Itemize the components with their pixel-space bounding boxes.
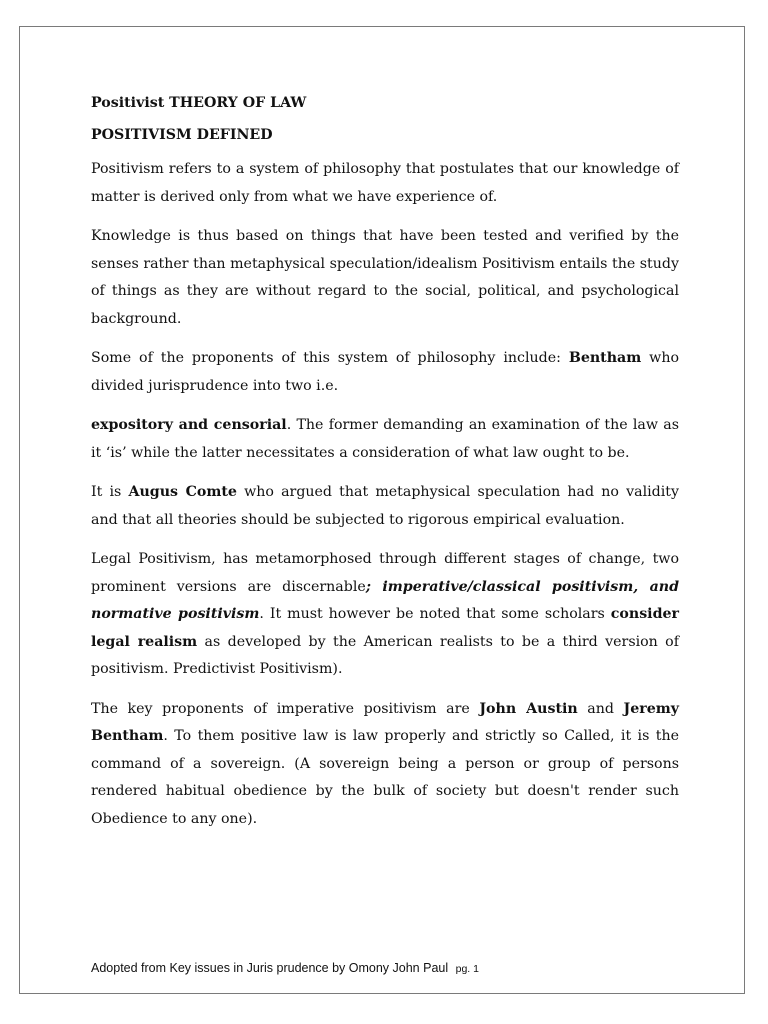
- paragraph-text: Positivism refers to a system of philosophy that postulates that our knowledge of matter is derived only from what we have experience of.: [91, 161, 679, 205]
- paragraph-text: and: [577, 700, 624, 717]
- body-paragraph: [91, 345, 679, 400]
- emphasized-text: ; imperative/classical positivism, and normative positivism: [91, 578, 679, 622]
- paragraph-list: [91, 156, 679, 833]
- page-footer: [91, 961, 479, 975]
- paragraph-text: The key proponents of imperative positivism are: [91, 700, 480, 717]
- paragraph-text: Some of the proponents of this system of philosophy include:: [91, 350, 569, 366]
- footer-citation: Adopted from Key issues in Juris prudence by Omony John Paul: [91, 961, 449, 975]
- body-paragraph: [91, 223, 679, 333]
- page-number: pg. 1: [455, 963, 479, 975]
- paragraph-text: Knowledge is thus based on things that have been tested and verified by the senses rather than metaphysical speculation/idealism Positivism entails the study of things as they are without regard to the social, political, and psychological background.: [91, 228, 679, 327]
- section-heading: POSITIVISM DEFINED: [91, 127, 273, 143]
- paragraph-text: . The former demanding an examination of the law as it ‘is’ while the latter necessitates a consideration of what law ought to be.: [91, 417, 680, 461]
- paragraph-text: It is: [91, 484, 129, 500]
- emphasized-text: Bentham: [568, 350, 642, 366]
- body-paragraph: [91, 546, 679, 684]
- paragraph-text: who argued that metaphysical speculation had no validity and that all theories should be subjected to rigorous empirical evaluation.: [91, 484, 679, 528]
- emphasized-text: expository and censorial: [91, 417, 287, 433]
- emphasized-text: Augus Comte: [128, 484, 237, 500]
- document-page: [19, 26, 745, 994]
- document-title: Positivist THEORY OF LAW: [91, 95, 307, 111]
- body-paragraph: [91, 696, 679, 834]
- paragraph-text: who divided jurisprudence into two i.e.: [91, 350, 679, 394]
- emphasized-text: consider legal realism: [91, 606, 679, 650]
- emphasized-text: John Austin: [479, 700, 578, 717]
- emphasized-text: Jeremy Bentham: [91, 700, 679, 744]
- body-paragraph: [91, 412, 679, 467]
- paragraph-text: . To them positive law is law properly and strictly so Called, it is the command of a sovereign. (A sovereign being a person or group of persons rendered habitual obedience by the bulk of society but doesn't render such Obedience to any one).: [91, 728, 679, 827]
- body-paragraph: [91, 156, 679, 211]
- document-body: [91, 93, 679, 833]
- paragraph-text: . It must however be noted that some scholars: [259, 606, 611, 622]
- paragraph-text: as developed by the American realists to be a third version of positivism. Predictivist Positivism).: [91, 633, 679, 677]
- paragraph-text: Legal Positivism, has metamorphosed through different stages of change, two prominent versions are discernable: [91, 551, 679, 595]
- body-paragraph: [91, 479, 679, 534]
